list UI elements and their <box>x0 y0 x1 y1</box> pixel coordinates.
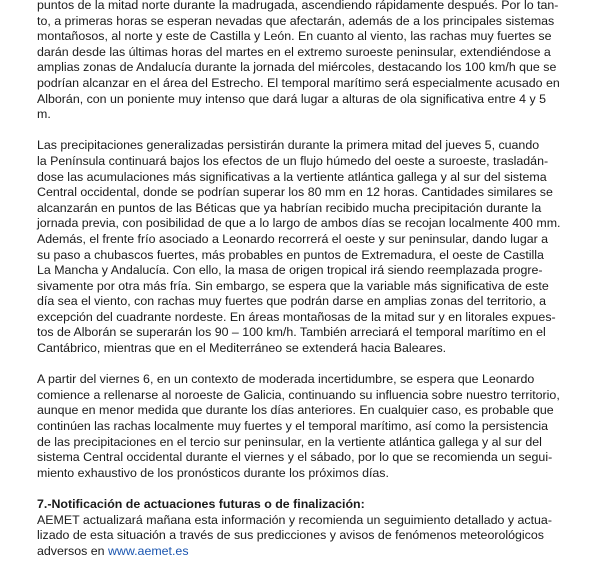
text-line: miento exhaustivo de los pronósticos durante los próximos días. <box>37 465 389 480</box>
text-line: A partir del viernes 6, en un contexto de moderada incertidumbre, se espera que Leonardo <box>37 372 535 387</box>
text-line: AEMET actualizará mañana esta información y recomienda un seguimiento detallado y actua- <box>37 512 552 527</box>
text-line: m. <box>37 107 51 122</box>
text-line: Las precipitaciones generalizadas persistirán durante la primera mitad del jueves 5, cuando <box>37 138 540 153</box>
text-line: día sea el viento, con rachas muy fuertes que podrán darse en amplias zonas del territorio, a <box>37 294 546 309</box>
text-line: la Península continuará bajos los efectos de un flujo húmedo del oeste a suroeste, trasladán- <box>37 153 549 168</box>
text-line: alcanzarán en puntos de las Béticas que ya habrían recibido mucha precipitación durante la <box>37 200 542 215</box>
text-line: Central occidental, donde se podrían superar los 80 mm en 12 horas. Cantidades similares se <box>37 185 553 200</box>
text-line: montañosos, al norte y este de Castilla y León. En cuanto al viento, las rachas muy fuertes se <box>37 29 552 44</box>
text-line: de las precipitaciones en el tercio sur peninsular, en la vertiente atlántica gallega y al sur del <box>37 434 542 449</box>
paragraph-2 <box>37 138 581 356</box>
text-line: La Mancha y Andalucía. Con ello, la masa de origen tropical irá siendo reemplazada progre- <box>37 263 543 278</box>
text-line: dose las acumulaciones más significativas a la vertiente atlántica gallega y al sur del sistema <box>37 169 547 184</box>
text-line-last <box>37 544 581 560</box>
paragraph-1 <box>37 0 581 123</box>
text-line: sistema Central occidental durante el viernes y el sábado, por lo que se recomienda un segui- <box>37 450 553 465</box>
paragraph-spacer <box>37 481 581 497</box>
text-line: aunque en menor medida que durante los días anteriores. En cualquier caso, es probable que <box>37 403 554 418</box>
section-7-heading: 7.-Notificación de actuaciones futuras o de finalización: <box>37 497 365 511</box>
text-line: continúen las rachas localmente muy fuertes y el temporal marítimo, así como la persistencia <box>37 419 548 434</box>
text-line: excepción del cuadrante nordeste. En áreas montañosas de la mitad sur y en litorales expues- <box>37 309 556 324</box>
text-line: Alborán, con un poniente muy intenso que dará lugar a alturas de ola significativa entre 4 y 5 <box>37 91 547 106</box>
text-line: Además, el frente frío asociado a Leonardo recorrerá el oeste y sur peninsular, dando lugar a <box>37 231 549 246</box>
text-line: tos de Alborán se superarán los 90 – 100 km/h. También arreciará el temporal marítimo en el <box>37 325 546 340</box>
text-line: Cantábrico, mientras que en el Mediterráneo se extenderá hacia Baleares. <box>37 341 447 356</box>
aemet-website-link[interactable]: www.aemet.es <box>107 543 189 558</box>
text-line: amplias zonas de Andalucía durante la jornada del miércoles, destacando los 100 km/h que se <box>37 60 557 75</box>
text-line: comience a rellenarse al noroeste de Galicia, continuando su influencia sobre nuestro territorio, <box>37 387 560 402</box>
section-7-body <box>37 513 581 560</box>
text-line: darán desde las últimas horas del martes en el extremo suroeste peninsular, extendiéndose a <box>37 44 551 59</box>
paragraph-spacer <box>37 357 581 373</box>
text-line: lizado de esta situación a través de sus predicciones y avisos de fenómenos meteorológicos <box>37 528 544 543</box>
text-line: podrían alcanzar en el área del Estrecho. El temporal marítimo será especialmente acusado en <box>37 75 560 90</box>
text-line: jornada previa, con posibilidad de que a lo largo de ambos días se recojan localmente 400 mm. <box>37 216 561 231</box>
paragraph-3 <box>37 372 581 481</box>
text-line: su paso a chubascos fuertes, más probables en puntos de Extremadura, el oeste de Castilla <box>37 247 544 262</box>
link-prefix: adversos en <box>37 543 108 558</box>
paragraph-spacer <box>37 123 581 139</box>
text-line: puntos de la mitad norte durante la madrugada, ascendiendo rápidamente después. Por lo tan- <box>37 0 559 12</box>
text-line: to, a primeras horas se esperan nevadas que afectarán, además de a los principales sistemas <box>37 13 555 28</box>
text-line: sivamente por otra más fría. Sin embargo, se espera que la variable más significativa de este <box>37 278 549 293</box>
